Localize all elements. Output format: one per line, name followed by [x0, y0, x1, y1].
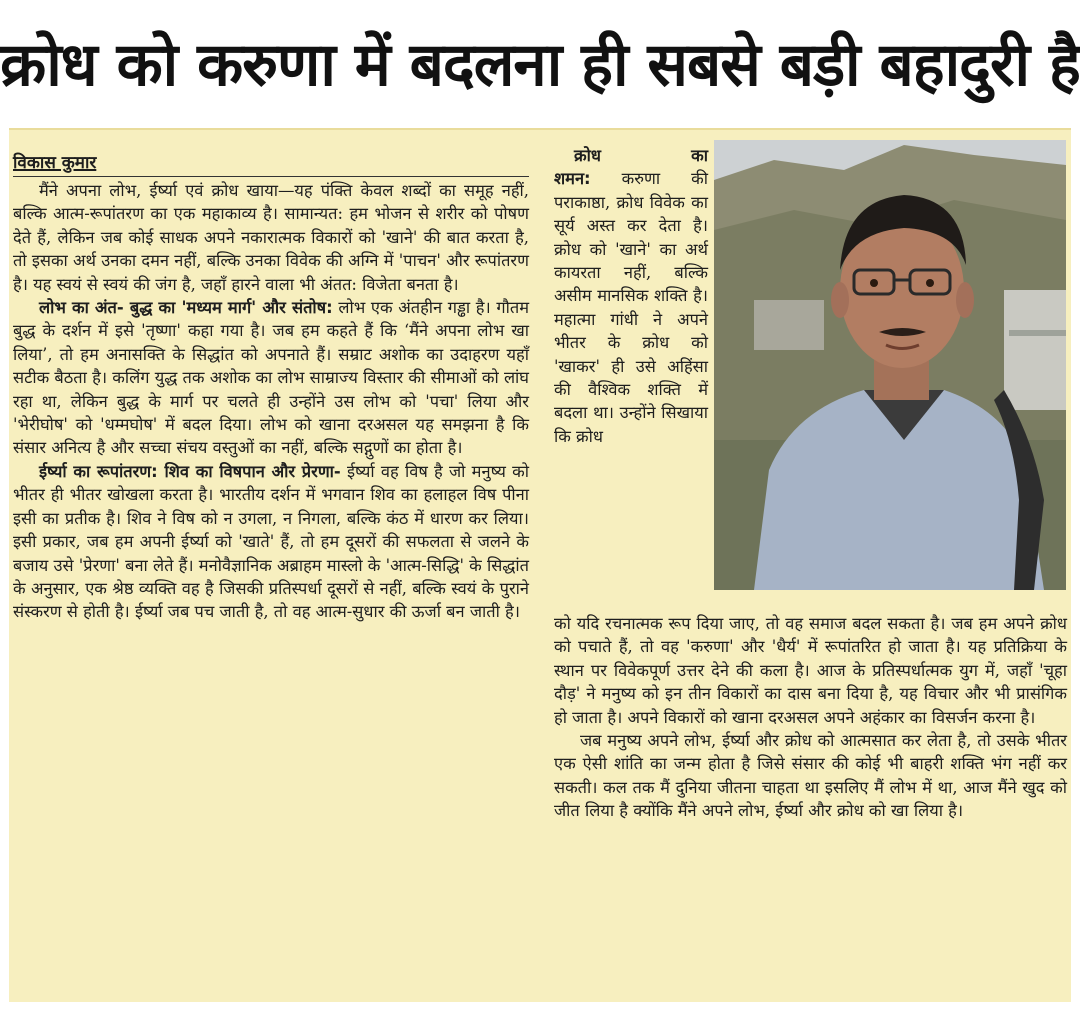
- anger-subhead-line2: शमन:: [554, 169, 591, 189]
- article-body: [9, 128, 1071, 1002]
- anger-paragraph-bottom: को यदि रचनात्मक रूप दिया जाए, तो वह समाज बदल सकता है। जब हम अपने क्रोध को पचाते हैं, तो वह 'करुणा' और 'धैर्य' में रूपांतरित हो जाता है। यह प्रतिक्रिया के स्थान पर विवेकपूर्ण उत्तर देने की कला है। आज के प्रतिस्पर्धात्मक युग में, जहाँ 'चूहा दौड़' ने मनुष्य को इन तीन विकारों का दास बना दिया है, यह विचार और भी प्रासंगिक हो जाता है। अपने विकारों को खाना दरअसल अपने अहंकार का विसर्जन करना है।: [554, 614, 1067, 727]
- right-narrow-column: [554, 144, 708, 448]
- greed-section: [13, 296, 529, 460]
- closing-paragraph: जब मनुष्य अपने लोभ, ईर्ष्या और क्रोध को आत्मसात कर लेता है, तो उसके भीतर एक ऐसी शांति का जन्म होता है जिसे संसार की कोई भी बाहरी शक्ति भंग नहीं कर सकती। कल तक मैं दुनिया जीतना चाहता था इसलिए मैं लोभ में था, आज मैंने खुद को जीत लिया है क्योंकि मैंने अपने लोभ, ईर्ष्या और क्रोध को खा लिया है।: [554, 731, 1067, 821]
- anger-section-top: [554, 167, 708, 448]
- anger-subhead-line1: क्रोध का: [574, 146, 708, 165]
- anger-paragraph-top: करुणा की पराकाष्ठा, क्रोध विवेक का सूर्य अस्त कर देता है। क्रोध को 'खाने' का अर्थ कायरता नहीं, बल्कि असीम मानसिक शक्ति है। महात्मा गांधी ने अपने भीतर के क्रोध को 'खाकर' ही उसे अहिंसा की वैश्विक शक्ति में बदला था। उन्होंने सिखाया कि क्रोध: [554, 169, 708, 446]
- left-column: [13, 150, 529, 624]
- right-wide-column: [554, 612, 1067, 823]
- envy-paragraph: ईर्ष्या वह विष है जो मनुष्य को भीतर ही भीतर खोखला करता है। भारतीय दर्शन में भगवान शिव का हलाहल विष पीना इसी का प्रतीक है। शिव ने विष को न उगला, न निगला, बल्कि कंठ में धारण कर लिया। इसी प्रकार, जब हम अपनी ईर्ष्या को 'खाते' हैं, तो हम दूसरों की सफलता से जलने के बजाय उसे 'प्रेरणा' बना लेते हैं। मनोवैज्ञानिक अब्राहम मास्लो के 'आत्म-सिद्धि' के सिद्धांत के अनुसार, एक श्रेष्ठ व्यक्ति वह है जिसकी प्रतिस्पर्धा दूसरों से नहीं, बल्कि स्वयं के पुराने संस्करण से होती है। ईर्ष्या जब पच जाती है, तो वह आत्म-सुधार की ऊर्जा बन जाती है।: [13, 461, 530, 622]
- greed-paragraph: लोभ एक अंतहीन गड्ढा है। गौतम बुद्ध के दर्शन में इसे 'तृष्णा' कहा गया है। जब हम कहते हैं कि ‘मैंने अपना लोभ खा लिया’, तो हम अनासक्ति के सिद्धांत को अपनाते हैं। सम्राट अशोक का उदाहरण यहाँ सटीक बैठता है। कलिंग युद्ध तक अशोक का लोभ साम्राज्य विस्तार की सीमाओं को लांघ रहा था, लेकिन बुद्ध के मार्ग पर चलते ही उन्होंने उस लोभ को 'पचा' लिया और 'भेरीघोष' को 'धम्मघोष' में बदल दिया। लोभ को खाना दरअसल यह समझना है कि संसार अनित्य है और सच्चा संचय वस्तुओं का नहीं, बल्कि सद्गुणों का होता है।: [13, 298, 529, 458]
- intro-paragraph: मैंने अपना लोभ, ईर्ष्या एवं क्रोध खाया—यह पंक्ति केवल शब्दों का समूह नहीं, बल्कि आत्म-रूपांतरण का एक महाकाव्य है। सामान्यत: हम भोजन से शरीर को पोषण देते हैं, लेकिन जब कोई साधक अपने नकारात्मक विकारों को 'खाने' की बात करता है, तो इसका अर्थ उनका दमन नहीं, बल्कि उनका विवेक की अग्नि में 'पाचन' और रूपांतरण है। यह स्वयं से स्वयं की जंग है, जहाँ हारने वाला भी अंतत: विजेता बनता है।: [13, 181, 529, 294]
- greed-subhead: लोभ का अंत- बुद्ध का 'मध्यम मार्ग' और संतोष:: [39, 298, 333, 318]
- headline: क्रोध को करुणा में बदलना ही सबसे बड़ी बहादुरी है: [0, 30, 1080, 100]
- author-byline: विकास कुमार: [13, 150, 529, 177]
- envy-subhead: ईर्ष्या का रूपांतरण: शिव का विषपान और प्रेरणा-: [39, 461, 341, 481]
- envy-section: [13, 460, 529, 624]
- author-photo-image: [714, 140, 1066, 590]
- author-photo: [714, 140, 1066, 590]
